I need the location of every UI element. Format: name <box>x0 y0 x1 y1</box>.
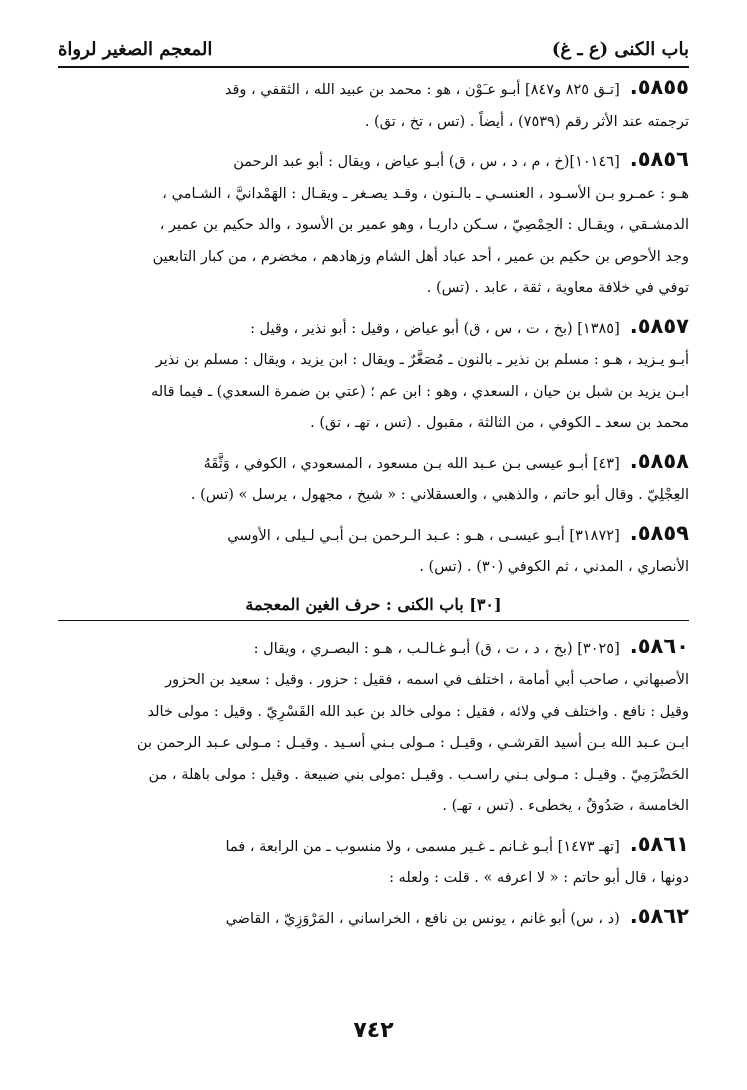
entry-line <box>58 311 689 346</box>
entry-text: ترجمته عند الأثر رقم (٧٥٣٩) ، أيضاً . (تس ، تخ ، تق) . <box>364 113 689 130</box>
entry-line <box>58 552 689 584</box>
entry-line <box>58 791 689 823</box>
entry-line <box>58 446 689 481</box>
entry-line <box>58 107 689 139</box>
entry-line <box>58 728 689 760</box>
entry-line <box>58 408 689 440</box>
entry-number: ٥٨٥٦. <box>629 147 689 171</box>
entry-line <box>58 72 689 107</box>
entry-text: الأصبهاني ، صاحب أبي أمامة ، اختلف في اسمه ، فقيل : حزور . وقيل : سعيد بن الحزور <box>165 672 689 688</box>
entry-number: ٥٨٥٥. <box>629 75 689 99</box>
entry-text: (د ، س) أبو غانم ، يونس بن نافع ، الخراساني ، المَرْوَزِيّ ، القاضي <box>225 910 620 927</box>
entry-line <box>58 697 689 729</box>
entry-text: الحَضْرَمِيّ . وقيـل : مـولى بـني راسـب . وقيـل :مولى بني ضبيعة . وقيل : مولى باهلة ، من <box>148 766 689 783</box>
entry-text: العِجْلِيّ . وقال أبو حاتم ، والذهبي ، والعسقلاني : « شيخ ، مجهول ، يرسل » (تس) . <box>190 487 689 503</box>
entry-line <box>58 829 689 864</box>
entry-text: [١٠١٤٦](خ ، م ، د ، س ، ق) أبـو عياض ، ويقال : أبو عبد الرحمن <box>233 154 620 170</box>
entry-line <box>58 665 689 697</box>
entry-text: أبـو يـزيد ، هـو : مسلم بن نذير ـ بالنون ـ مُصَغَّرٌ ـ ويقال : ابن يزيد ، ويقال : مسلم بن نذير <box>155 352 689 368</box>
entry-line <box>58 242 689 274</box>
entry-text: [تهـ ١٤٧٣] أبـو غـانم ـ غـير مسمى ، ولا منسوب ـ من الرابعة ، فما <box>225 838 620 855</box>
entry-text: الأنصاري ، المدني ، ثم الكوفي (٣٠) . (تس) . <box>419 559 689 575</box>
entry-number: ٥٨٦١. <box>629 831 689 856</box>
entry-line <box>58 480 689 512</box>
entry-text: محمد بن سعد ـ الكوفي ، من الثالثة ، مقبول . (تس ، تهـ ، تق) . <box>310 415 689 431</box>
page-number: ٧٤٢ <box>353 1018 394 1043</box>
entry-text: توفي في خلافة معاوية ، ثقة ، عابد . (تس) . <box>426 280 689 296</box>
entry-line <box>58 631 689 666</box>
entry-line <box>58 273 689 305</box>
entry-text: وجد الأحوص بن حكيم بن عمير ، أحد عباد أهل الشام وزهادهم ، مخضرم ، من كبار التابعين <box>152 248 689 265</box>
entry-text: وقيل : نافع . واختلف في ولائه ، فقيل : مولى خالد بن عبد الله القَسْرِيّ . وقيل : مولى خالد <box>147 703 689 720</box>
entries-group-ghain <box>58 631 689 936</box>
entry-text: [تـق ٨٢٥ و٨٤٧] أبـو عـَوْن ، هو : محمد بن عبيد الله ، الثقفي ، وقد <box>224 82 620 98</box>
entry-line <box>58 901 689 936</box>
entry-number: ٥٨٥٧. <box>629 313 689 338</box>
entry-text: [١٣٨٥] (بخ ، ت ، س ، ق) أبو عياض ، وقيل : أبو نذير ، وقيل : <box>250 320 620 337</box>
page-body <box>58 72 689 941</box>
entry-line <box>58 760 689 792</box>
entry <box>58 72 689 138</box>
section-title: [٣٠] باب الكنى : حرف الغين المعجمة <box>58 590 689 621</box>
entry-text: ابـن يزيد بن شبل بن حيان ، السعدي ، وهو : ابن عم ؛ (عتي بن ضمرة السعدي) ـ فيما قاله <box>150 383 689 400</box>
entry <box>58 829 689 895</box>
entry-number: ٥٨٥٩. <box>629 520 689 545</box>
entry-text: دونها ، قال أبو حاتم : « لا اعرفه » . قلت : ولعله : <box>389 870 689 886</box>
entry-line <box>58 179 689 211</box>
entry-text: [٤٣] أبـو عيسى بـن عـبد الله بـن مسعود ، المسعودي ، الكوفي ، وَثَّقَهُ <box>203 455 620 472</box>
entry <box>58 631 689 823</box>
entry-line <box>58 144 689 179</box>
header-book-title: المعجم الصغير لرواة <box>58 38 213 60</box>
entry <box>58 144 689 305</box>
entry <box>58 901 689 936</box>
entry-line <box>58 518 689 553</box>
entry-line <box>58 210 689 242</box>
entry <box>58 518 689 584</box>
entry-number: ٥٨٥٨. <box>629 448 689 473</box>
entry-line <box>58 377 689 409</box>
entries-group-ain <box>58 72 689 584</box>
entry-line <box>58 863 689 895</box>
entry-text: هـو : عمـرو بـن الأسـود ، العنسـي ـ بالـنون ، وقـد يصـغر ـ ويقـال : الهَمْدانيَّ ، الشـامي ، <box>162 185 689 202</box>
running-header <box>58 32 689 68</box>
entry-number: ٥٨٦٠. <box>629 633 689 658</box>
entry-text: الخامسة ، صَدُوقٌ ، يخطىء . (تس ، تهـ) . <box>442 798 689 814</box>
header-chapter-title: باب الكنى (ع ـ غ) <box>551 38 689 60</box>
entry <box>58 311 689 440</box>
entry-text: الدمشـقي ، ويقـال : الحِمْصِيّ ، سـكن داريـا ، وهو عمير بن الأسود ، والد حكيم بن عمير ، <box>159 217 689 233</box>
entry-text: [٣٠٢٥] (بخ ، د ، ت ، ق) أبـو غـالـب ، هـو : البصـري ، ويقال : <box>253 640 620 657</box>
entry-text: [٣١٨٧٢] أبـو عيسـى ، هـو : عـبد الـرحمن بـن أبـي لـيلى ، الأوسي <box>227 527 620 544</box>
entry-text: ابـن عـبد الله بـن أسيد القرشـي ، وقيـل : مـولى بـني أسـيد . وقيـل : مـولى عـبد الرحمن بن <box>136 735 689 751</box>
entry <box>58 446 689 512</box>
entry-line <box>58 345 689 377</box>
entry-number: ٥٨٦٢. <box>629 903 689 928</box>
